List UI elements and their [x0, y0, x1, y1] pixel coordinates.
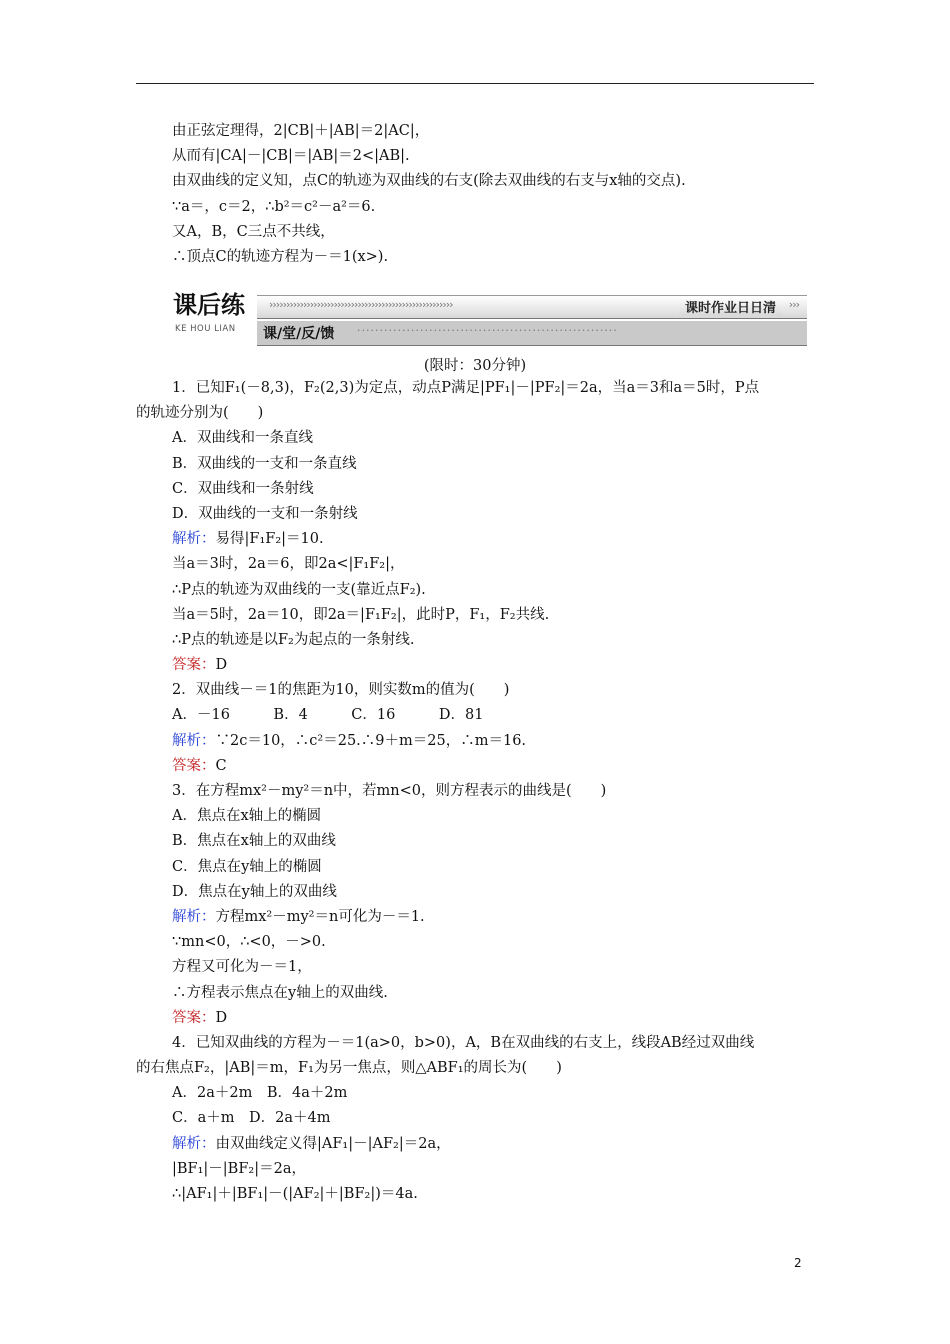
- option: A．2a＋2m B．4a＋2m: [172, 1085, 348, 1102]
- page-number: 2: [794, 1256, 802, 1270]
- analysis-line: [136, 527, 816, 552]
- chevron-icon: ››››››››››››››››››››››››››››››››››››››››››››››››››››››: [269, 298, 453, 311]
- answer-line: [136, 1006, 816, 1031]
- answer-value: D: [215, 657, 228, 674]
- banner-title: 课后练: [173, 291, 245, 319]
- analysis-line: 当a＝5时，2a＝10，即2a＝|F₁F₂|，此时P，F₁，F₂共线.: [172, 606, 550, 623]
- question-stem: 2．双曲线－＝1的焦距为10，则实数m的值为( ): [172, 682, 510, 699]
- header-rule: [136, 83, 814, 84]
- analysis-label: 解析：: [172, 531, 216, 548]
- chevron-icon: ›››: [788, 298, 799, 311]
- banner-right-label: 课时作业日日清: [679, 297, 782, 316]
- analysis-line: |BF₁|－|BF₂|＝2a，: [172, 1160, 306, 1177]
- analysis-text: 由双曲线定义得|AF₁|－|AF₂|＝2a，: [215, 1135, 451, 1152]
- option: A．双曲线和一条直线: [172, 430, 313, 447]
- option: C．双曲线和一条射线: [172, 480, 314, 497]
- banner-lesson-label: 课/堂/反/馈: [263, 326, 335, 342]
- question-4: [136, 1031, 816, 1207]
- text-line: 由双曲线的定义知，点C的轨迹为双曲线的右支(除去双曲线的右支与x轴的交点).: [172, 173, 686, 190]
- question-stem: 的右焦点F₂，|AB|＝m，F₁为另一焦点，则△ABF₁的周长为( ): [136, 1060, 562, 1077]
- question-stem: 的轨迹分别为( ): [136, 405, 264, 422]
- analysis-text: 易得|F₁F₂|＝10.: [215, 531, 324, 548]
- answer-label: 答案：: [172, 1009, 216, 1026]
- text-line: 从而有|CA|－|CB|＝|AB|＝2<|AB|.: [172, 148, 410, 165]
- analysis-label: 解析：: [172, 908, 216, 925]
- option: D．焦点在y轴上的双曲线: [172, 883, 337, 900]
- question-stem: 1．已知F₁(－8,3)，F₂(2,3)为定点，动点P满足|PF₁|－|PF₂|＝2a，当a＝3和a＝5时，P点: [172, 380, 760, 396]
- text-line: 又A，B，C三点不共线，: [172, 223, 335, 240]
- answer-value: D: [215, 1009, 228, 1026]
- question-stem: 4．已知双曲线的方程为－＝1(a>0，b>0)，A，B在双曲线的右支上，线段AB经过双曲线: [172, 1034, 755, 1051]
- analysis-line: ∴方程表示焦点在y轴上的双曲线.: [172, 984, 388, 1001]
- analysis-line: ∴P点的轨迹是以F₂为起点的一条射线.: [172, 631, 415, 648]
- text-line: 由正弦定理得，2|CB|＋|AB|＝2|AC|，: [172, 123, 430, 139]
- option: B．双曲线的一支和一条直线: [172, 455, 357, 472]
- analysis-label: 解析：: [172, 1135, 216, 1152]
- question-2: [136, 678, 816, 779]
- analysis-line: 当a＝3时，2a＝6，即2a<|F₁F₂|，: [172, 556, 405, 573]
- text-line: ∵a＝，c＝2，∴b²＝c²－a²＝6.: [172, 198, 376, 215]
- banner-top-bar: [257, 295, 807, 319]
- section-banner: [173, 288, 807, 346]
- answer-value: C: [215, 757, 227, 774]
- exercises: [136, 376, 816, 1207]
- question-stem: 3．在方程mx²－my²＝n中，若mn<0，则方程表示的曲线是( ): [172, 783, 607, 799]
- option: A．－16 B．4 C．16 D．81: [172, 707, 484, 724]
- analysis-line: ∵mn<0，∴<0，－>0.: [172, 934, 326, 951]
- answer-label: 答案：: [172, 657, 216, 674]
- analysis-line: 方程又可化为－＝1，: [172, 959, 312, 976]
- answer-label: 答案：: [172, 757, 216, 774]
- option: C．a＋m D．2a＋4m: [172, 1110, 331, 1127]
- option: A．焦点在x轴上的椭圆: [172, 808, 322, 825]
- analysis-label: 解析：: [172, 732, 216, 749]
- question-3: [136, 779, 816, 1031]
- answer-line: [136, 754, 816, 779]
- banner-subtitle: KE HOU LIAN: [175, 324, 236, 334]
- analysis-line: [136, 1132, 816, 1157]
- analysis-line: ∴|AF₁|＋|BF₁|－(|AF₂|＋|BF₂|)＝4a.: [172, 1186, 418, 1202]
- banner-bottom-bar: [257, 321, 807, 346]
- intro-solution: [136, 119, 816, 270]
- analysis-text: 方程mx²－my²＝n可化为－＝1.: [215, 908, 425, 925]
- answer-line: [136, 653, 816, 678]
- dotted-divider: ··························································: [357, 324, 618, 337]
- text-line: ∴顶点C的轨迹方程为－＝1(x>).: [172, 248, 389, 265]
- option: C．焦点在y轴上的椭圆: [172, 858, 322, 875]
- time-limit: (限时：30分钟): [423, 358, 527, 374]
- analysis-line: [136, 905, 816, 930]
- option: D．双曲线的一支和一条射线: [172, 505, 358, 522]
- analysis-text: ∵2c＝10，∴c²＝25.∴9＋m＝25，∴m＝16.: [215, 732, 527, 749]
- option: B．焦点在x轴上的双曲线: [172, 833, 336, 850]
- analysis-line: [136, 729, 816, 754]
- question-1: [136, 376, 816, 678]
- analysis-line: ∴P点的轨迹为双曲线的一支(靠近点F₂).: [172, 581, 426, 598]
